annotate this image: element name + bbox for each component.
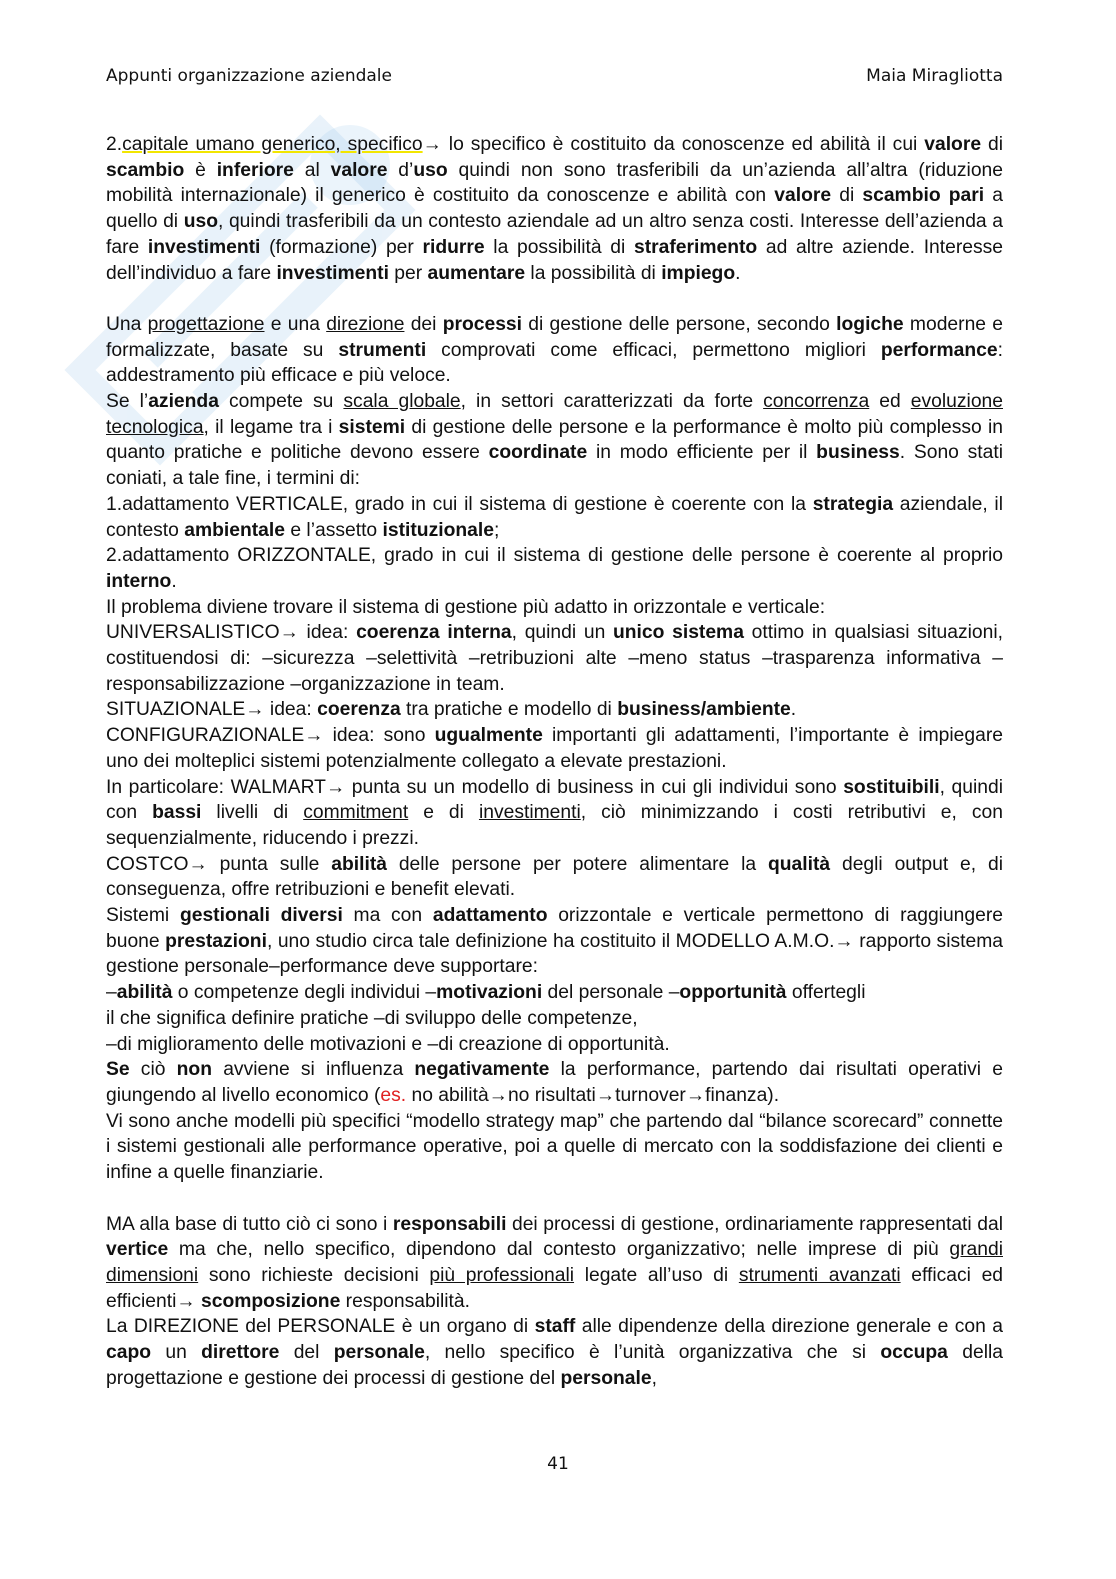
text-run: di xyxy=(981,134,1003,155)
highlighted-text: capitale umano generico, specifico xyxy=(122,134,423,155)
text-run: livelli di xyxy=(201,802,304,824)
paragraph xyxy=(106,1314,1003,1391)
paragraph xyxy=(106,620,1003,697)
paragraph xyxy=(106,775,1003,852)
text-run: , uno studio circa tale definizione ha costituito il MODELLO A.M.O.→ rapporto sistema gestione personale–performance deve supportare: xyxy=(106,930,1003,978)
text-run: Se l’ xyxy=(106,391,149,413)
text-run: , quindi con xyxy=(106,776,1003,824)
bold-text: occupa xyxy=(880,1342,948,1364)
bold-text: istituzionale xyxy=(382,519,494,541)
text-run: al xyxy=(293,159,331,181)
paragraph xyxy=(106,1057,1003,1108)
text-run: e l’assetto xyxy=(284,519,383,541)
bold-text: non xyxy=(176,1059,212,1081)
paragraph xyxy=(106,312,1003,389)
bold-text: impiego xyxy=(661,262,736,284)
text-run: . xyxy=(171,570,177,592)
page-number: 41 xyxy=(547,1454,569,1474)
bold-text: staff xyxy=(534,1316,576,1338)
text-run: 2.adattamento ORIZZONTALE, grado in cui il sistema di gestione delle persone è coerente al proprio xyxy=(106,545,1003,567)
bold-text: abilità xyxy=(331,853,387,875)
red-text: es. xyxy=(380,1085,407,1106)
bold-text: direttore xyxy=(201,1342,280,1364)
text-run: la performance, partendo dai risultati operativi e giungendo al livello economico ( xyxy=(106,1059,1003,1106)
text-run: , nello specifico è l’unità organizzativa che si xyxy=(424,1342,881,1364)
bold-text: prestazioni xyxy=(165,930,267,952)
text-run: Il problema diviene trovare il sistema di gestione più adatto in orizzontale e verticale: xyxy=(106,596,826,618)
text-run: ciò xyxy=(129,1059,177,1081)
bold-text: coordinate xyxy=(488,442,588,464)
text-run: no abilità→no risultati→turnover→finanza). xyxy=(406,1085,780,1106)
bold-text: performance xyxy=(880,339,998,361)
text-run: . xyxy=(735,262,741,284)
bold-text: valore xyxy=(330,159,388,181)
header-author: Maia Miragliotta xyxy=(866,66,1003,86)
text-run: – xyxy=(106,982,117,1004)
text-run: legate all’uso di xyxy=(574,1264,739,1286)
text-run: moderne e formalizzate, basate su xyxy=(106,313,1004,361)
bold-text: strategia xyxy=(812,493,894,515)
text-run: è xyxy=(184,159,217,181)
bold-text: unico sistema xyxy=(613,622,744,644)
bold-text: coerenza interna xyxy=(356,622,512,644)
text-run: sono richieste decisioni xyxy=(198,1264,430,1286)
text-run: di gestione delle persone e la performance è molto più complesso in quanto pratiche e politiche devono essere xyxy=(106,416,1004,464)
text-run: , quindi trasferibili da un contesto aziendale ad un altro senza costi. Interesse dell’azienda a fare xyxy=(106,211,1003,258)
text-run: , in settori caratterizzati da forte xyxy=(460,391,764,413)
paragraph xyxy=(106,852,1003,903)
bold-text: straferimento xyxy=(633,236,758,258)
underlined-text: strumenti avanzati xyxy=(738,1264,901,1286)
bold-text: ambientale xyxy=(184,519,285,541)
paragraph xyxy=(106,697,1003,723)
text-run: del xyxy=(279,1342,334,1364)
bold-text: valore xyxy=(924,134,982,155)
text-run: ad altre aziende. Interesse dell’individuo a fare xyxy=(106,236,1004,284)
text-run: aziendale, il contesto xyxy=(106,493,1004,541)
text-run: in modo efficiente per il xyxy=(587,442,817,464)
header-title: Appunti organizzazione aziendale xyxy=(106,66,392,86)
bold-text: sostituibili xyxy=(843,776,940,798)
text-run: e una xyxy=(264,313,327,335)
bold-text: abilità xyxy=(116,982,173,1004)
text-run: ; xyxy=(493,519,500,541)
text-run: efficaci ed efficienti→ xyxy=(106,1264,1004,1312)
bold-text: inferiore xyxy=(216,159,294,181)
text-run: SITUAZIONALE→ idea: xyxy=(106,699,318,721)
text-run: comprovati come efficaci, permettono migliori xyxy=(426,339,881,361)
text-run: dei xyxy=(404,313,443,335)
text-run: COSTCO→ punta sulle xyxy=(106,853,332,875)
underlined-text: commitment xyxy=(303,802,409,824)
text-run: per xyxy=(388,262,428,284)
bold-text: adattamento xyxy=(432,905,548,927)
text-run: il che significa definire pratiche –di sviluppo delle competenze, xyxy=(106,1007,638,1029)
bold-text: aumentare xyxy=(427,262,526,284)
paragraph xyxy=(106,1006,1003,1032)
bold-text: capo xyxy=(106,1342,152,1364)
text-run: 1.adattamento VERTICALE, grado in cui il sistema di gestione è coerente con la xyxy=(106,493,813,515)
bold-text: ridurre xyxy=(422,236,485,258)
bold-text: gestionali diversi xyxy=(179,905,343,927)
bold-text: scambio xyxy=(106,159,185,181)
text-run: o competenze degli individui – xyxy=(172,982,437,1004)
underlined-text: più professionali xyxy=(429,1264,575,1286)
text-run: , ciò minimizzando i costi retributivi e, con sequenzialmente, riducendo i prezzi. xyxy=(106,802,1003,849)
underlined-text: evoluzione tecnologica xyxy=(106,391,1003,438)
bold-text: investimenti xyxy=(147,236,261,258)
text-run: , il legame tra i xyxy=(203,416,339,438)
underlined-text: investimenti xyxy=(478,802,581,824)
text-run: a quello di xyxy=(106,185,1003,233)
text-run: In particolare: WALMART→ punta su un modello di business in cui gli individui sono xyxy=(106,776,844,798)
bold-text: investimenti xyxy=(276,262,389,284)
bold-text: scomposizione xyxy=(201,1290,341,1312)
bold-text: qualità xyxy=(767,853,831,875)
text-run: orizzontale e verticale permettono di raggiungere buone xyxy=(106,905,1003,952)
paragraph xyxy=(106,389,1003,492)
text-run: d’ xyxy=(387,159,414,181)
text-run: → lo specifico è costituito da conoscenze ed abilità il cui xyxy=(422,134,925,155)
underlined-text: scala globale xyxy=(343,391,461,413)
paragraph xyxy=(106,543,1003,594)
paragraph xyxy=(106,492,1003,543)
bold-text: personale xyxy=(560,1367,652,1389)
bold-text: processi xyxy=(442,313,523,335)
text-run: la possibilità di xyxy=(484,236,634,258)
text-run: compete su xyxy=(218,391,344,413)
paragraph xyxy=(106,723,1003,774)
bold-text: opportunità xyxy=(679,982,787,1004)
text-run: alle dipendenze della direzione generale e con a xyxy=(575,1316,1003,1338)
text-run: , quindi un xyxy=(511,622,613,644)
bold-text: motivazioni xyxy=(436,982,543,1004)
paragraph xyxy=(106,980,1003,1006)
text-run: un xyxy=(151,1342,202,1364)
text-run: Una xyxy=(106,313,148,335)
bold-text: valore xyxy=(774,185,832,207)
paragraph xyxy=(106,1109,1003,1186)
text-run: ed xyxy=(869,391,911,413)
underlined-text: grandi dimensioni xyxy=(106,1239,1003,1286)
text-run: . xyxy=(790,699,797,721)
text-run: degli output e, di conseguenza, offre retribuzioni e benefit elevati. xyxy=(106,853,1003,901)
bold-text: interno xyxy=(106,570,172,592)
text-run: : addestramento più efficace e più veloce. xyxy=(106,339,1003,387)
bold-text: uso xyxy=(413,159,448,181)
text-run: ma con xyxy=(342,905,433,927)
text-run: di gestione delle persone, secondo xyxy=(522,313,837,335)
text-run: , xyxy=(651,1367,657,1389)
text-run: di xyxy=(831,185,863,207)
paragraph xyxy=(106,1032,1003,1058)
bold-text: sistemi xyxy=(338,416,406,438)
paragraph xyxy=(106,595,1003,621)
bold-text: business/ambiente xyxy=(617,699,791,721)
text-run: –di miglioramento delle motivazioni e –di creazione di opportunità. xyxy=(106,1033,670,1055)
text-run: importanti gli adattamenti, l’importante è impiegare uno dei molteplici sistemi potenzialmente collegato a elevate prestazioni. xyxy=(106,725,1003,772)
text-run: Vi sono anche modelli più specifici “modello strategy map” che partendo dal “bilance scorecard” connette i sistemi gestionali alle performance operative, poi a quelle di mercato con la soddisfazione dei clienti e infine a quelle finanziarie. xyxy=(106,1110,1003,1184)
bold-text: strumenti xyxy=(338,339,427,361)
paragraph xyxy=(106,1212,1003,1315)
text-run: della progettazione e gestione dei processi di gestione del xyxy=(106,1342,1003,1389)
underlined-text: concorrenza xyxy=(763,391,870,413)
bold-text: scambio pari xyxy=(862,185,985,207)
text-run: 2. xyxy=(106,134,123,155)
bold-text: responsabili xyxy=(392,1213,507,1235)
text-run: delle persone per potere alimentare la xyxy=(386,853,768,875)
text-run: La DIREZIONE del PERSONALE è un organo di xyxy=(106,1316,535,1338)
text-run: tra pratiche e modello di xyxy=(400,699,618,721)
text-run: avviene si influenza xyxy=(212,1059,415,1081)
text-run: quindi non sono trasferibili da un’azienda all’altra (riduzione mobilità internazionale) il generico è costituito da conoscenze e abilità con xyxy=(106,159,1003,207)
text-run: MA alla base di tutto ciò ci sono i xyxy=(106,1213,393,1235)
bold-text: negativamente xyxy=(414,1059,550,1081)
text-run: . Sono stati coniati, a tale fine, i termini di: xyxy=(106,442,1004,490)
text-run: la possibilità di xyxy=(525,262,662,284)
text-run: dei processi di gestione, ordinariamente rappresentati dal xyxy=(506,1213,1003,1235)
text-run: offertegli xyxy=(786,982,866,1004)
text-run: e di xyxy=(408,802,479,824)
document-body xyxy=(106,132,1003,1391)
bold-text: logiche xyxy=(836,313,904,335)
text-run: CONFIGURAZIONALE→ idea: sono xyxy=(106,725,435,747)
underlined-text: progettazione xyxy=(147,313,265,335)
bold-text: personale xyxy=(333,1342,425,1364)
paragraph xyxy=(106,132,1003,286)
text-run: UNIVERSALISTICO→ idea: xyxy=(106,622,357,644)
text-run: (formazione) per xyxy=(260,236,423,258)
text-run: ottimo in qualsiasi situazioni, costituendosi di: –sicurezza –selettività –retribuzioni alte –meno status –trasparenza informativa –responsabilizzazione –organizzazione in team. xyxy=(106,622,1004,695)
text-run: del personale – xyxy=(542,982,680,1004)
text-run: responsabilità. xyxy=(340,1290,470,1312)
bold-text: Se xyxy=(106,1059,130,1081)
text-run: ma che, nello specifico, dipendono dal contesto organizzativo; nelle imprese di più xyxy=(168,1239,950,1261)
bold-text: business xyxy=(816,442,900,464)
text-run: Sistemi xyxy=(106,905,180,927)
bold-text: bassi xyxy=(152,802,202,824)
paragraph xyxy=(106,903,1003,980)
bold-text: ugualmente xyxy=(434,725,543,747)
bold-text: azienda xyxy=(148,391,219,413)
bold-text: coerenza xyxy=(317,699,401,721)
bold-text: vertice xyxy=(106,1239,169,1261)
underlined-text: direzione xyxy=(326,313,405,335)
bold-text: uso xyxy=(183,211,218,233)
